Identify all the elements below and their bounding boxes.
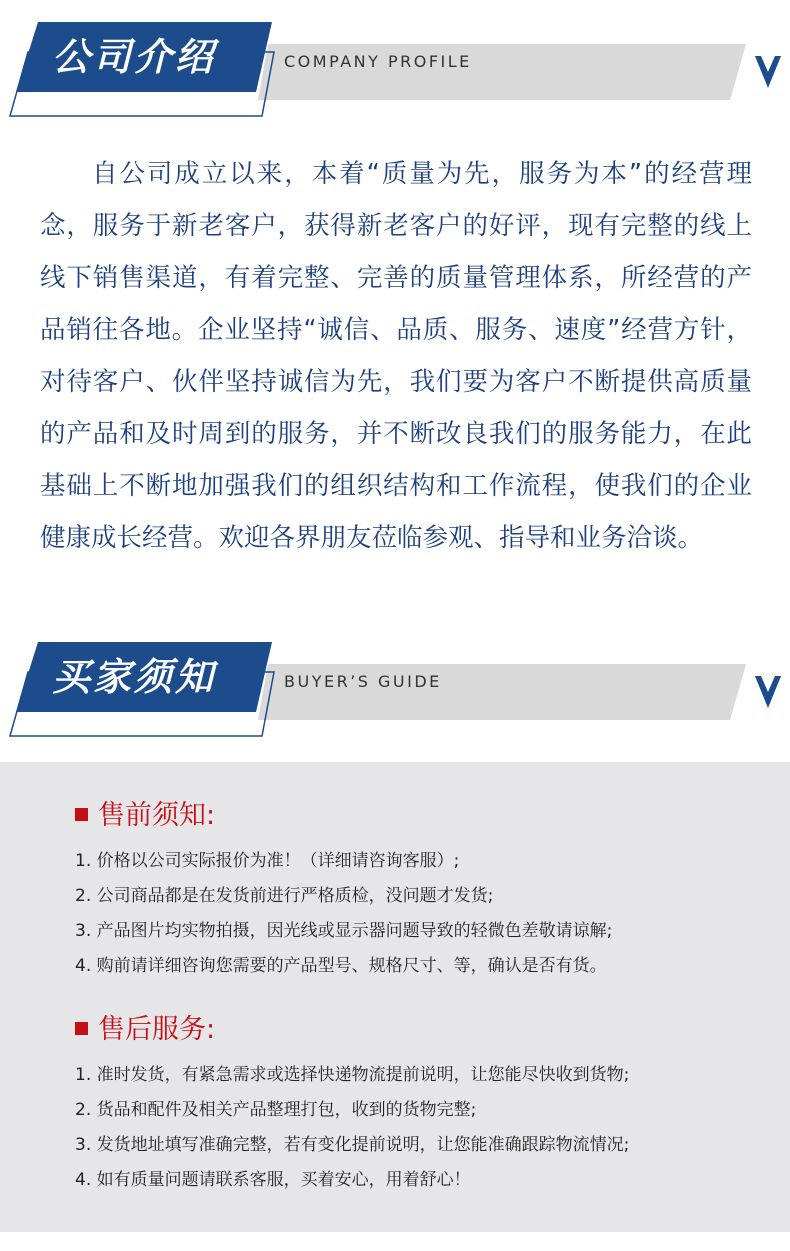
section-title: 买家须知: [52, 655, 217, 699]
square-bullet-icon: [75, 1022, 88, 1035]
list-item: 4. 如有质量问题请联系客服，买着安心，用着舒心！: [75, 1170, 471, 1190]
aftersale-section: [75, 1006, 755, 1198]
section-title: 公司介绍: [52, 35, 217, 79]
aftersale-heading-text: 售后服务:: [98, 1013, 216, 1045]
presale-heading: [75, 792, 755, 832]
presale-heading-text: 售前须知:: [98, 799, 216, 831]
company-profile-banner: [0, 8, 790, 118]
list-item: 1. 价格以公司实际报价为准！（详细请咨询客服）;: [75, 851, 460, 871]
square-bullet-icon: [75, 808, 88, 821]
list-item: 2. 公司商品都是在发货前进行严格质检，没问题才发货;: [75, 886, 494, 906]
list-item: 2. 货品和配件及相关产品整理打包，收到的货物完整;: [75, 1100, 477, 1120]
aftersale-heading: [75, 1006, 755, 1046]
list-item: 4. 购前请详细咨询您需要的产品型号、规格尺寸、等，确认是否有货。: [75, 956, 607, 976]
list-item: 1. 准时发货，有紧急需求或选择快递物流提前说明，让您能尽快收到货物;: [75, 1065, 630, 1085]
presale-section: [75, 792, 755, 984]
buyers-guide-banner: [0, 628, 790, 738]
list-item: 3. 发货地址填写准确完整，若有变化提前说明，让您能准确跟踪物流情况;: [75, 1135, 630, 1155]
section-subtitle: COMPANY PROFILE: [284, 52, 472, 71]
presale-list: [75, 844, 755, 984]
aftersale-list: [75, 1058, 755, 1198]
section-subtitle: BUYER’S GUIDE: [284, 672, 442, 691]
list-item: 3. 产品图片均实物拍摄，因光线或显示器问题导致的轻微色差敬请谅解;: [75, 921, 613, 941]
company-intro-paragraph: 自公司成立以来，本着“质量为先，服务为本”的经营理念，服务于新老客户，获得新老客户的好评，现有完整的线上线下销售渠道，有着完整、完善的质量管理体系，所经营的产品销往各地。企业坚持“诚信、品质、服务、速度”经营方针，对待客户、伙伴坚持诚信为先，我们要为客户不断提供高质量的产品和及时周到的服务，并不断改良我们的服务能力，在此基础上不断地加强我们的组织结构和工作流程，使我们的企业健康成长经营。欢迎各界朋友莅临参观、指导和业务洽谈。: [40, 159, 752, 553]
